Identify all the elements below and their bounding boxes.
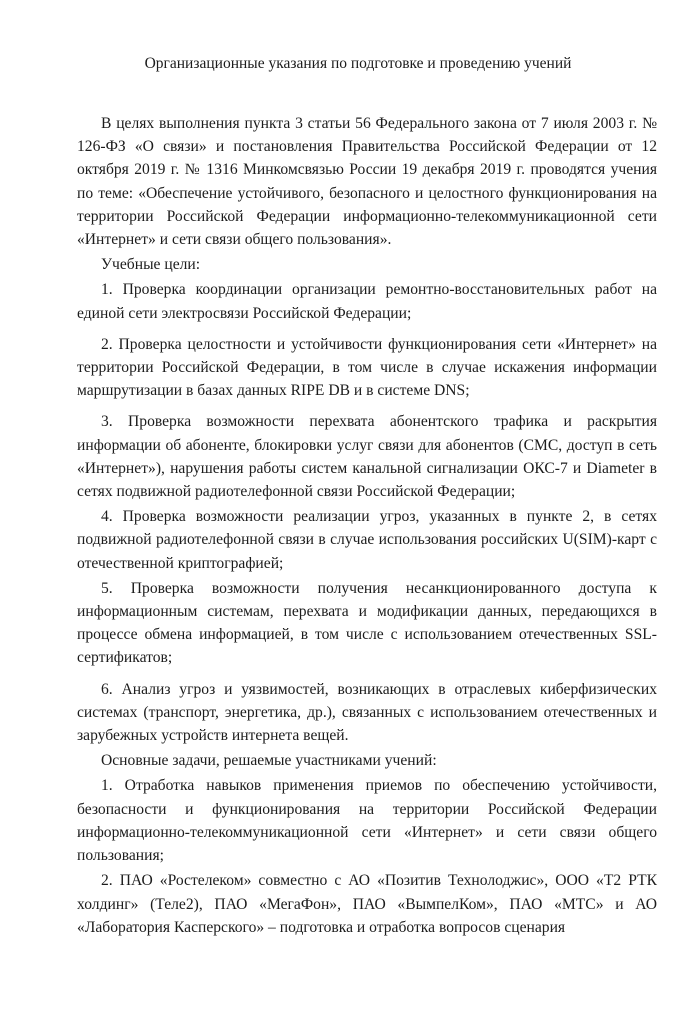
goal-item-4: 4. Проверка возможности реализации угроз, указанных в пункте 2, в сетях подвижной радиотелефонной связи в случае использования российских U(SIM)-карт с отечественной криптографией;: [77, 508, 657, 572]
goal-item-1: 1. Проверка координации организации ремонтно-восстановительных работ на единой сети электросвязи Российской Федерации;: [77, 281, 657, 322]
goals-heading: Учебные цели:: [101, 256, 201, 274]
goal-item-5: 5. Проверка возможности получения несанкционированного доступа к информационным системам, перехвата и модификации данных, передающихся в процессе обмена информацией, в том числе с использованием отечественных SSL-сертификатов;: [77, 579, 657, 667]
document-body: [77, 112, 657, 939]
task-item-2: 2. ПАО «Ростелеком» совместно с АО «Позитив Технолоджис», ООО «Т2 РТК холдинг» (Теле2), ПАО «МегаФон», ПАО «ВымпелКом», ПАО «МТС» и АО «Лаборатория Касперского» – подготовка и отработка вопросов сценария: [77, 872, 657, 936]
goal-item-6: 6. Анализ угроз и уязвимостей, возникающих в отраслевых киберфизических системах (транспорт, энергетика, др.), связанных с использованием отечественных и зарубежных устройств интернета вещей.: [77, 680, 657, 745]
document-title: Организационные указания по подготовке и проведению учений: [144, 55, 572, 72]
task-item-1: 1. Отработка навыков применения приемов по обеспечению устойчивости, безопасности и функционирования на территории Российской Федерации информационно-телекоммуникационной сети «Интернет» и сети связи общего пользования;: [77, 777, 657, 865]
intro-paragraph: В целях выполнения пункта 3 статьи 56 Федерального закона от 7 июля 2003 г. № 126-ФЗ «О связи» и постановления Правительства Российской Федерации от 12 октября 2019 г. № 1316 Минкомсвязью России 19 декабря 2019 г. проводятся учения по теме: «Обеспечение устойчивого, безопасного и целостного функционирования на территории Российской Федерации информационно-телекоммуникационной сети «Интернет» и сети связи общего пользования».: [77, 115, 657, 249]
tasks-heading: Основные задачи, решаемые участниками учений:: [101, 752, 437, 770]
goal-item-3: 3. Проверка возможности перехвата абонентского трафика и раскрытия информации об абоненте, блокировки услуг связи для абонентов (СМС, доступ в сеть «Интернет»), нарушения работы систем канальной сигнализации ОКС-7 и Diameter в сетях подвижной радиотелефонной связи Российской Федерации;: [77, 413, 657, 501]
goal-item-2: 2. Проверка целостности и устойчивости функционирования сети «Интернет» на территории Российской Федерации, в том числе в случае искажения информации маршрутизации в базах данных RIPE DB и в системе DNS;: [77, 335, 657, 400]
